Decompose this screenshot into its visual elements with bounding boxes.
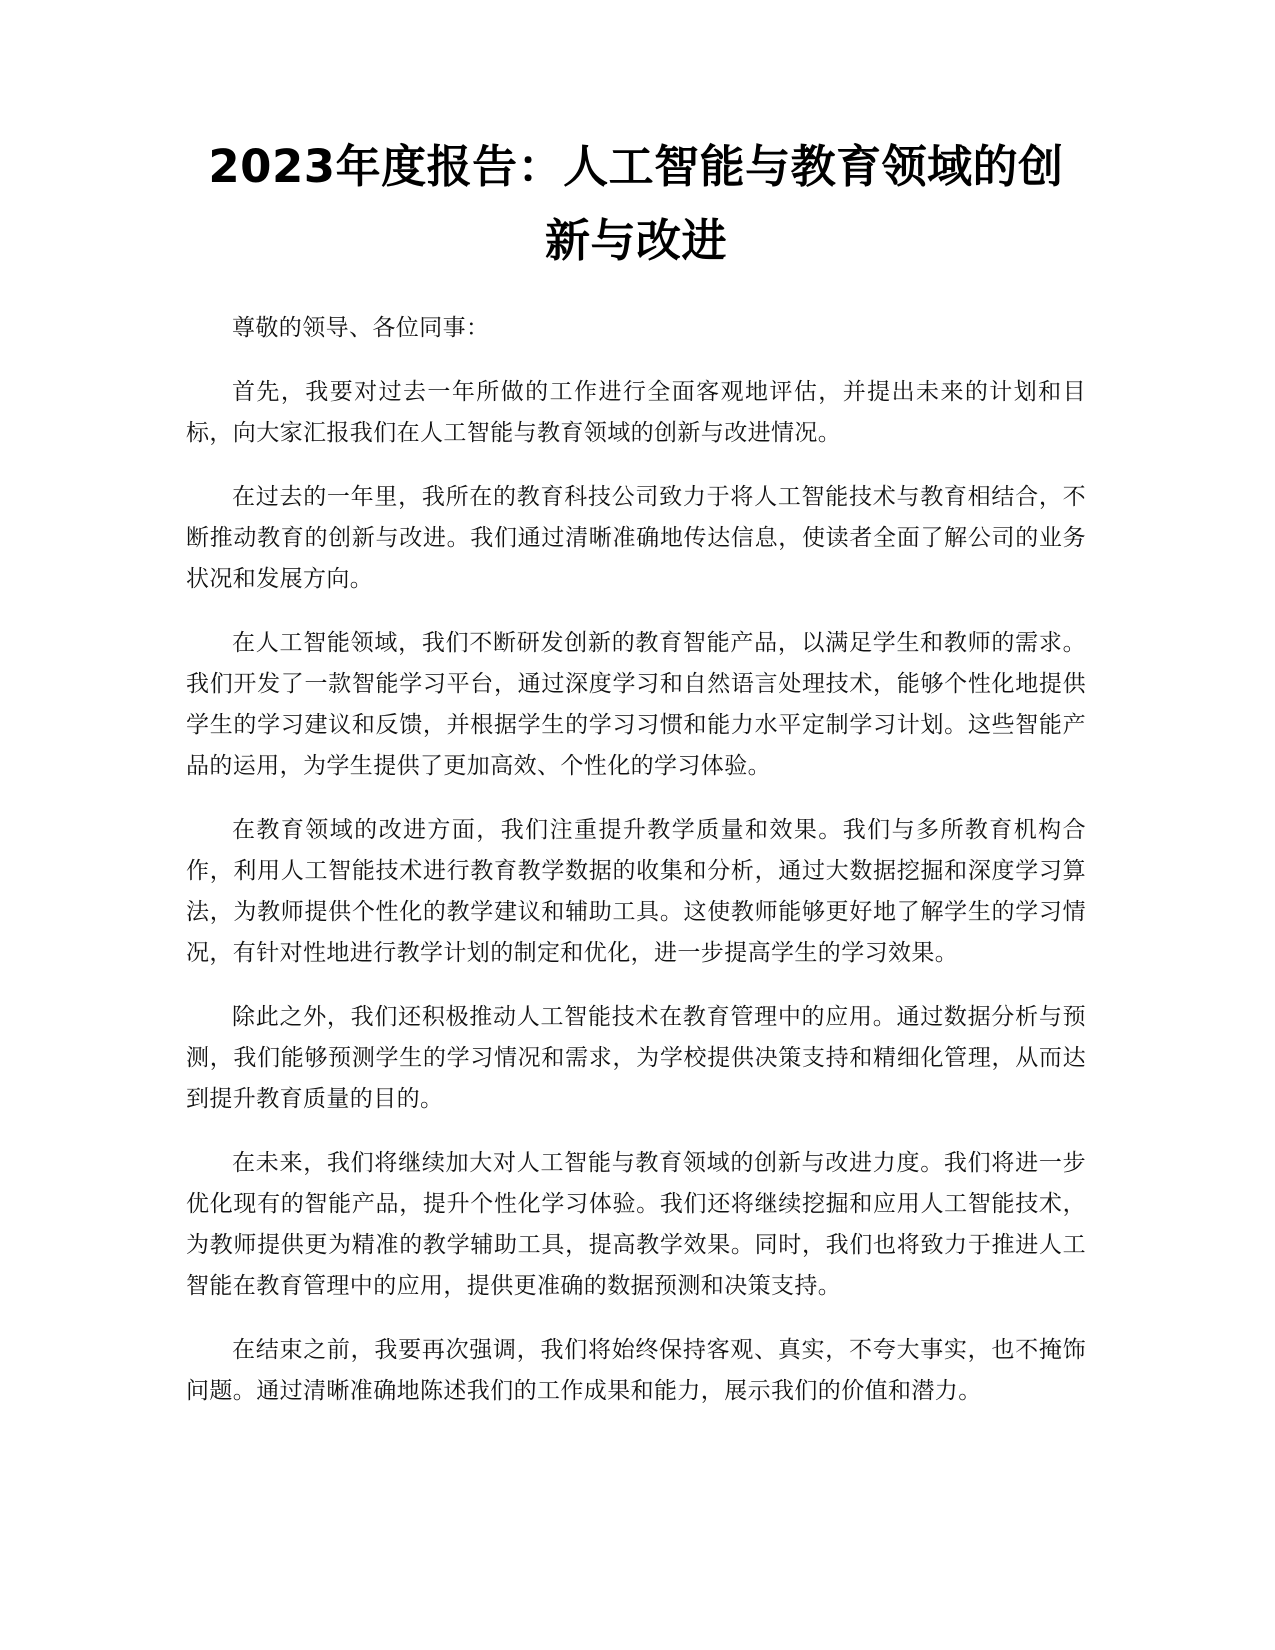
paragraph-future-plans: 在未来，我们将继续加大对人工智能与教育领域的创新与改进力度。我们将进一步优化现有的智能产品，提升个性化学习体验。我们还将继续挖掘和应用人工智能技术，为教师提供更为精准的教学辅助工具，提高教学效果。同时，我们也将致力于推进人工智能在教育管理中的应用，提供更准确的数据预测和决策支持。 (186, 1150, 1086, 1299)
document-body (186, 308, 1086, 1412)
document-page (186, 130, 1086, 1435)
document-title: 2023年度报告：人工智能与教育领域的创新与改进 (208, 140, 1064, 267)
paragraph-company-overview: 在过去的一年里，我所在的教育科技公司致力于将人工智能技术与教育相结合，不断推动教育的创新与改进。我们通过清晰准确地传达信息，使读者全面了解公司的业务状况和发展方向。 (186, 484, 1086, 592)
paragraph-ai-products: 在人工智能领域，我们不断研发创新的教育智能产品，以满足学生和教师的需求。我们开发了一款智能学习平台，通过深度学习和自然语言处理技术，能够个性化地提供学生的学习建议和反馈，并根据学生的学习习惯和能力水平定制学习计划。这些智能产品的运用，为学生提供了更加高效、个性化的学习体验。 (186, 630, 1086, 779)
paragraph-closing: 在结束之前，我要再次强调，我们将始终保持客观、真实，不夸大事实，也不掩饰问题。通过清晰准确地陈述我们的工作成果和能力，展示我们的价值和潜力。 (186, 1337, 1086, 1404)
paragraph-salutation: 尊敬的领导、各位同事： (232, 315, 490, 341)
paragraph-education-improvement: 在教育领域的改进方面，我们注重提升教学质量和效果。我们与多所教育机构合作，利用人工智能技术进行教育教学数据的收集和分析，通过大数据挖掘和深度学习算法，为教师提供个性化的教学建议和辅助工具。这使教师能够更好地了解学生的学习情况，有针对性地进行教学计划的制定和优化，进一步提高学生的学习效果。 (186, 817, 1086, 966)
paragraph-education-management: 除此之外，我们还积极推动人工智能技术在教育管理中的应用。通过数据分析与预测，我们能够预测学生的学习情况和需求，为学校提供决策支持和精细化管理，从而达到提升教育质量的目的。 (186, 1004, 1086, 1112)
paragraph-introduction: 首先，我要对过去一年所做的工作进行全面客观地评估，并提出未来的计划和目标，向大家汇报我们在人工智能与教育领域的创新与改进情况。 (186, 379, 1086, 446)
